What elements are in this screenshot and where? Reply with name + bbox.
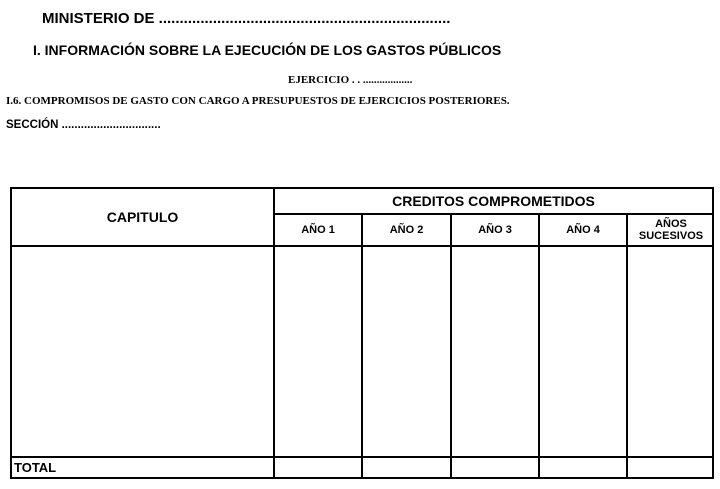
col-header-anos-sucesivos: AÑOS SUCESIVOS xyxy=(638,218,704,242)
col-header-ano-3: AÑO 3 xyxy=(478,224,512,236)
col-header-ano-1: AÑO 1 xyxy=(301,224,335,236)
seccion-line: SECCIÓN ............................... xyxy=(6,119,161,131)
creditos-header: CREDITOS COMPROMETIDOS xyxy=(392,193,595,209)
col-divider-2 xyxy=(450,213,452,477)
section-title: I. INFORMACIÓN SOBRE LA EJECUCIÓN DE LOS GASTOS PÚBLICOS xyxy=(33,42,502,58)
col-header-ano-2: AÑO 2 xyxy=(389,224,424,236)
ejercicio-line: EJERCICIO . . .................. xyxy=(288,74,413,86)
ministerio-line: MINISTERIO DE ...................................................................... xyxy=(42,10,451,27)
capitulo-header: CAPITULO xyxy=(106,209,179,225)
col-divider-1 xyxy=(361,213,363,477)
col-divider-4 xyxy=(626,213,628,477)
col-divider-3 xyxy=(538,213,540,477)
col-header-ano-4: AÑO 4 xyxy=(566,224,600,236)
commitments-table xyxy=(10,187,714,479)
total-label: TOTAL xyxy=(14,460,57,475)
subsection-title: I.6. COMPROMISOS DE GASTO CON CARGO A PRESUPUESTOS DE EJERCICIOS POSTERIORES. xyxy=(6,95,510,107)
